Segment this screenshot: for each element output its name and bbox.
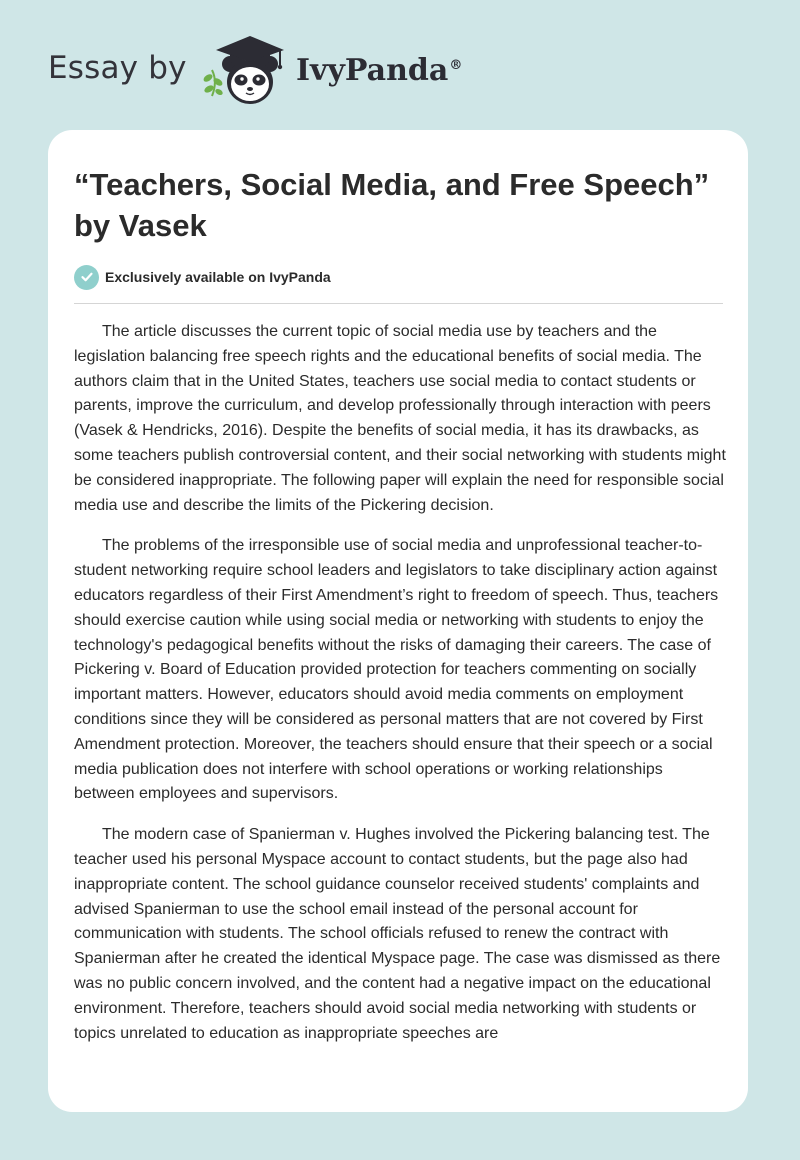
title-divider — [74, 303, 723, 304]
exclusive-badge — [74, 264, 331, 290]
brand-text: IvyPanda — [296, 53, 449, 88]
registered-mark: ® — [449, 58, 463, 73]
checkmark-icon — [74, 265, 99, 290]
essay-title: “Teachers, Social Media, and Free Speech” by Vasek — [74, 167, 710, 243]
ivypanda-brand-name[interactable] — [296, 53, 462, 88]
paragraph: The article discusses the current topic of social media use by teachers and the legislation balancing free speech rights and the educational benefits of social media. The authors claim that in the United States, teachers use social media to contact students or parents, improve the curriculum, and develop professionally through interaction with peers (Vasek & Hendricks, 2016). Despite the benefits of social media, it has its drawbacks, as some teachers publish controversial content, and their social networking with students might be considered inappropriate. The following paper will explain the need for responsible social media use and describe the limits of the Pickering decision. — [74, 323, 726, 514]
paragraph: The problems of the irresponsible use of social media and unprofessional teacher-to-student networking require school leaders and legislators to take disciplinary action against educators regardless of their First Amendment’s right to freedom of speech. Thus, teachers should exercise caution while using social media or networking with students to enjoy the technology's pedagogical benefits without the risks of damaging their careers. The case of Pickering v. Board of Education provided protection for teachers commenting on socially important matters. However, educators should avoid media comments on employment conditions since they will be considered as personal matters that are not covered by First Amendment protection. Moreover, the teachers should ensure that their speech or a social media publication does not interfere with school operations or working relationships between employees and supervisors. — [74, 537, 719, 803]
panda-graduation-cap-logo[interactable] — [200, 34, 292, 108]
essay-card — [48, 130, 748, 1112]
paragraph: The modern case of Spanierman v. Hughes involved the Pickering balancing test. The teacher used his personal Myspace account to contact students, but the page also had inappropriate content. The school guidance counselor received students' complaints and advised Spanierman to use the school email instead of the personal account for communication with students. The school officials refused to renew the contract with Spanierman after he created the identical Myspace page. The case was dismissed as there was no public concern involved, and the content had a negative impact on the educational environment. Therefore, teachers should avoid social media networking with students or topics unrelated to education as inappropriate speeches are — [74, 826, 721, 1042]
essay-by-label: Essay by — [48, 50, 187, 86]
essay-body — [74, 320, 726, 1062]
site-header — [0, 0, 800, 130]
exclusive-label: Exclusively available on IvyPanda — [105, 269, 331, 285]
